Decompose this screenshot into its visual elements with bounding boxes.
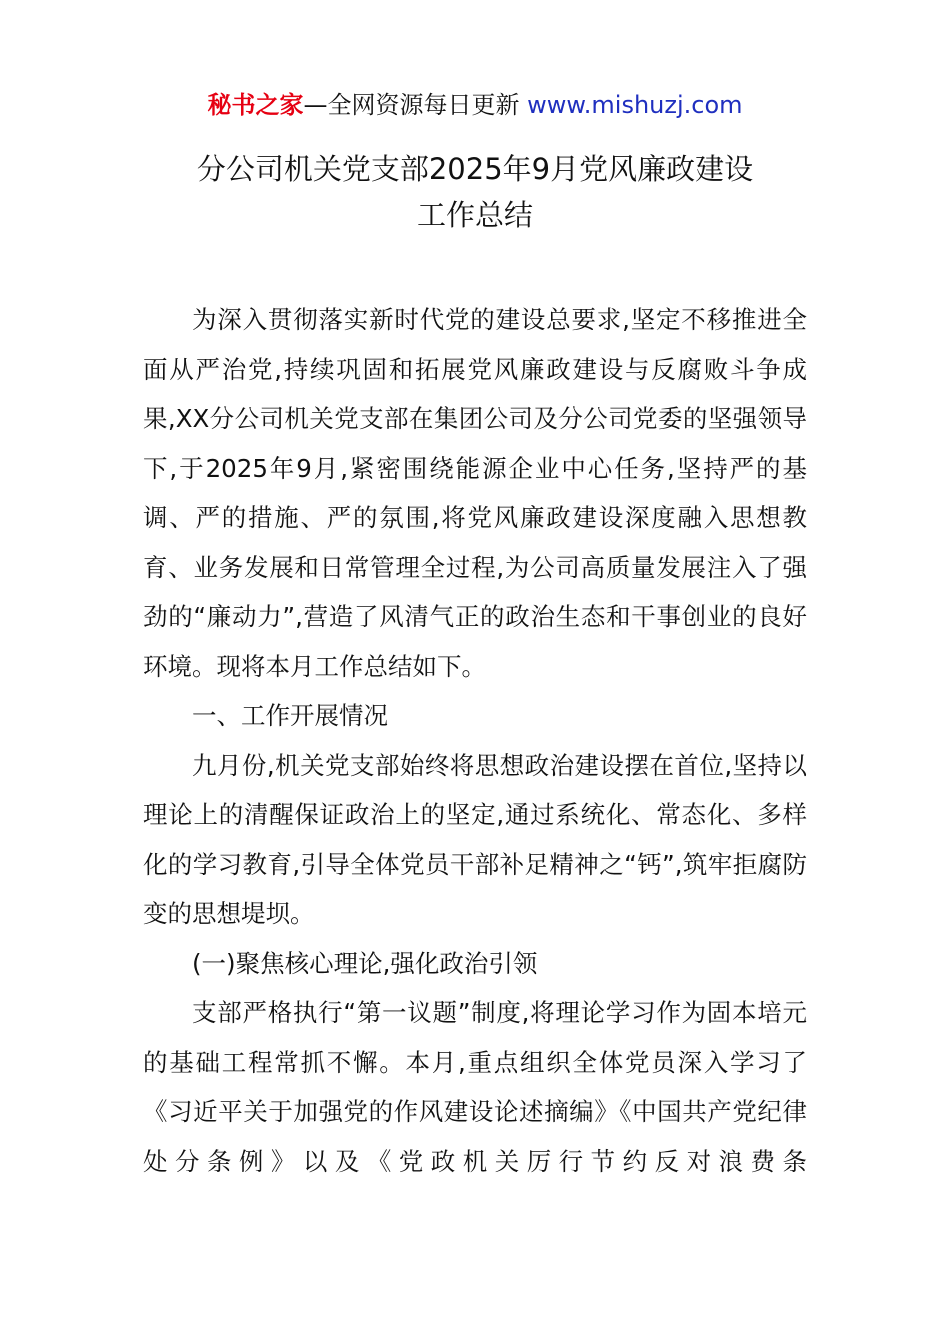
header-banner xyxy=(0,88,950,122)
document-title xyxy=(100,146,850,238)
section-heading-1: 一、工作开展情况 xyxy=(192,701,388,730)
brand-name: 秘书之家 xyxy=(207,91,304,119)
title-line-2: 工作总结 xyxy=(416,198,533,232)
subsection-heading-1: (一)聚焦核心理论,强化政治引领 xyxy=(192,948,538,978)
intro-paragraph: 为深入贯彻落实新时代党的建设总要求,坚定不移推进全面从严治党,持续巩固和拓展党风廉政建设与反腐败斗争成果,XX分公司机关党支部在集团公司及分公司党委的坚强领导下,于2025年9月,紧密围绕能源企业中心任务,坚持严的基调、严的措施、严的氛围,将党风廉政建设深度融入思想教育、业务发展和日常管理全过程,为公司高质量发展注入了强劲的“廉动力”,营造了风清气正的政治生态和干事创业的良好环境。现将本月工作总结如下。 xyxy=(143,305,807,681)
header-tagline: —全网资源每日更新 xyxy=(303,91,520,119)
site-url-link[interactable]: www.mishuzj.com xyxy=(527,91,743,119)
title-line-1: 分公司机关党支部2025年9月党风廉政建设 xyxy=(196,152,754,186)
subsection-1-paragraph: 支部严格执行“第一议题”制度,将理论学习作为固本培元的基础工程常抓不懈。本月,重点组织全体党员深入学习了《习近平关于加强党的作风建设论述摘编》《中国共产党纪律处分条例》以及《党政机关厉行节约反对浪费条 xyxy=(143,998,807,1176)
section-1-paragraph: 九月份,机关党支部始终将思想政治建设摆在首位,坚持以理论上的清醒保证政治上的坚定,通过系统化、常态化、多样化的学习教育,引导全体党员干部补足精神之“钙”,筑牢拒腐防变的思想堤坝。 xyxy=(143,750,807,928)
document-body xyxy=(143,295,807,1186)
